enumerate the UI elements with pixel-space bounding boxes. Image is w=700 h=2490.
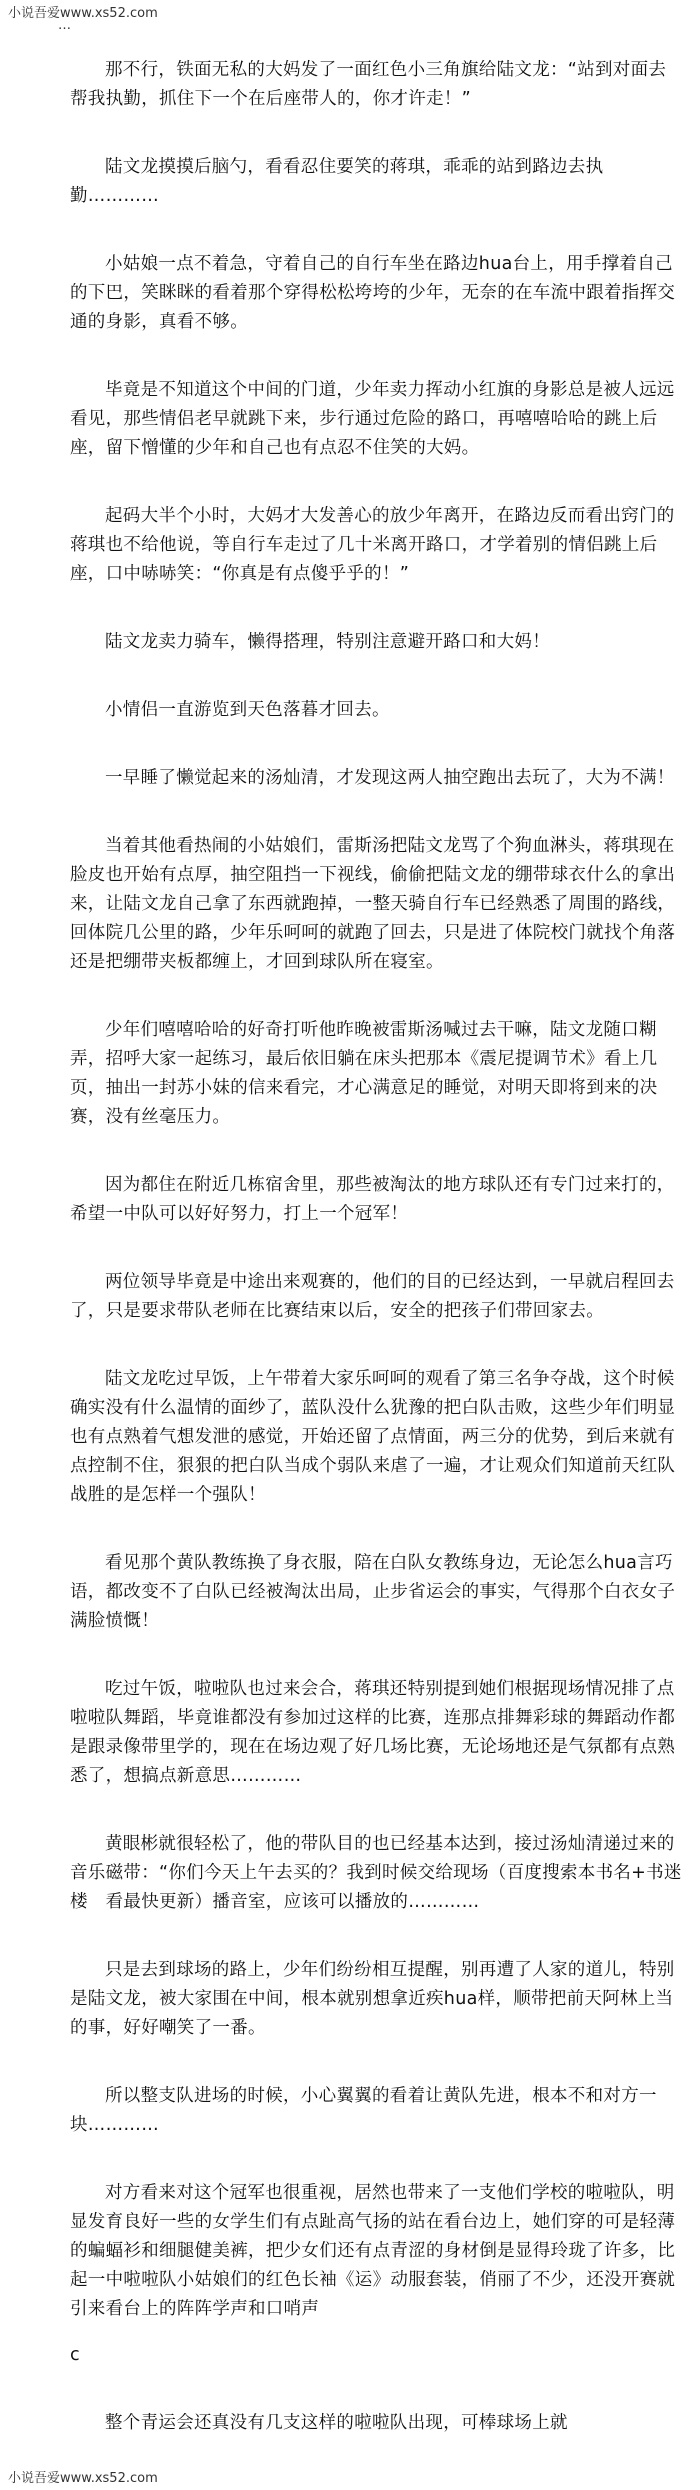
top-ellipsis-mark: … [58,18,71,33]
paragraph: 毕竟是不知道这个中间的门道，少年卖力挥动小红旗的身影总是被人远远看见，那些情侣老早就跳下来，步行通过危险的路口，再嘻嘻哈哈的跳上后座，留下憎懂的少年和自己也有点忍不住笑的大妈。 [70,380,675,458]
last-paragraph: 整个青运会还真没有几支这样的啦啦队出现，可棒球场上就 [105,2413,568,2433]
paragraph: 看见那个黄队教练换了身衣服，陪在白队女教练身边，无论怎么hua言巧语，都改变不了白队已经被淘汰出局，止步省运会的事实，气得那个白衣女子满脸愤慨！ [70,1553,676,1631]
paragraph: 两位领导毕竟是中途出来观赛的，他们的目的已经达到，一早就启程回去了，只是要求带队老师在比赛结束以后，安全的把孩子们带回家去。 [70,1272,675,1321]
paragraph: 小情侣一直游览到天色落暮才回去。 [105,700,390,720]
paragraph: 因为都住在附近几栋宿舍里，那些被淘汰的地方球队还有专门过来打的，希望一中队可以好好努力，打上一个冠军！ [70,1175,675,1224]
paragraph: 黄眼彬就很轻松了，他的带队目的也已经基本达到，接过汤灿清递过来的音乐磁带：“你们今天上午去买的？我到时候交给现场（百度搜索本书名+书迷楼 看最快更新）播音室，应该可以播放的………… [70,1834,682,1912]
paragraph: 陆文龙吃过早饭，上午带着大家乐呵呵的观看了第三名争夺战，这个时候确实没有什么温情的面纱了，蓝队没什么犹豫的把白队击败，这些少年们明显也有点熟着气想发泄的感觉，开始还留了点情面，两三分的优势，到后来就有点控制不住，狠狠的把白队当成个弱队来虐了一遍，才让观众们知道前天红队战胜的是怎样一个强队！ [70,1369,676,1505]
chapter-text [70,56,682,2477]
paragraph: 所以整支队进场的时候，小心翼翼的看着让黄队先进，根本不和对方一块………… [70,2086,657,2135]
paragraph: 少年们嘻嘻哈哈的好奇打听他昨晚被雷斯汤喊过去干嘛，陆文龙随口糊弄，招呼大家一起练习，最后依旧躺在床头把那本《震尼提调节术》看上几页，抽出一封苏小妹的信来看完，才心满意足的睡觉，对明天即将到来的决赛，没有丝毫压力。 [70,1020,658,1127]
paragraph: 陆文龙摸摸后脑勺，看看忍住要笑的蒋琪，乖乖的站到路边去执勤………… [70,157,604,206]
paragraph: 吃过午饭，啦啦队也过来会合，蒋琪还特别提到她们根据现场情况排了点啦啦队舞蹈，毕竟谁都没有参加过这样的比赛，连那点排舞彩球的舞蹈动作都是跟录像带里学的，现在在场边观了好几场比赛，无论场地还是气氛都有点熟悉了，想搞点新意思………… [70,1679,676,1786]
site-header-label: 小说吾爱www.xs52.com [8,6,158,21]
paragraph: 那不行，铁面无私的大妈发了一面红色小三角旗给陆文龙：“站到对面去帮我执勤，抓住下一个在后座带人的，你才许走！” [70,60,667,109]
paragraph: 对方看来对这个冠军也很重视，居然也带来了一支他们学校的啦啦队，明显发育良好一些的女学生们有点趾高气扬的站在看台边上，她们穿的可是轻薄的蝙蝠衫和细腿健美裤，把少女们还有点青涩的身材倒是显得玲珑了许多，比起一中啦啦队小姑娘们的红色长袖《运》动服套装，俏丽了不少，还没开赛就引来看台上的阵阵学声和口哨声 [70,2183,676,2319]
paragraph: 当着其他看热闹的小姑娘们，雷斯汤把陆文龙骂了个狗血淋头，蒋琪现在脸皮也开始有点厚，抽空阻挡一下视线，偷偷把陆文龙的绷带球衣什么的拿出来，让陆文龙自己拿了东西就跑掉，一整天骑自行车已经熟悉了周围的路线，回体院几公里的路，少年乐呵呵的就跑了回去，只是进了体院校门就找个角落还是把绷带夹板都缠上，才回到球队所在寝室。 [70,836,676,972]
paragraph: 小姑娘一点不着急，守着自己的自行车坐在路边hua台上，用手撑着自己的下巴，笑眯眯的看着那个穿得松松垮垮的少年，无奈的在车流中跟着指挥交通的身影，真看不够。 [70,254,676,332]
site-footer-label: 小说吾爱www.xs52.com [8,2471,158,2486]
paragraph: 陆文龙卖力骑车，懒得搭理，特别注意避开路口和大妈！ [105,632,550,652]
paragraph: 只是去到球场的路上，少年们纷纷相互提醒，别再遭了人家的道儿，特别是陆文龙，被大家围在中间，根本就别想拿近疾hua样，顺带把前天阿林上当的事，好好嘲笑了一番。 [70,1960,675,2038]
paragraph: 一早睡了懒觉起来的汤灿清，才发现这两人抽空跑出去玩了，大为不满！ [105,768,675,788]
paragraph: 起码大半个小时，大妈才大发善心的放少年离开，在路边反而看出窍门的蒋琪也不给他说，等自行车走过了几十米离开路口，才学着别的情侣跳上后座，口中哧哧笑：“你真是有点傻乎乎的！” [70,506,675,584]
tail-mark: c [70,2345,80,2365]
